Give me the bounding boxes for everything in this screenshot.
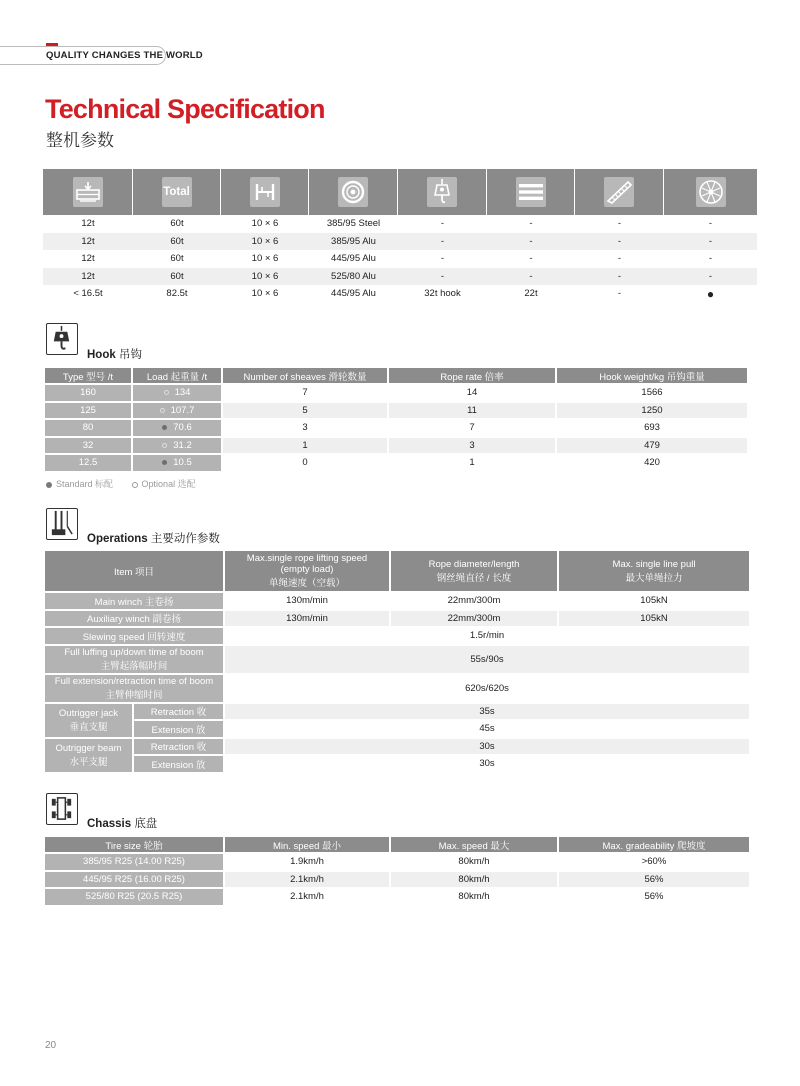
overview-cell: 12t: [43, 233, 133, 251]
overview-cell: 10 × 6: [221, 268, 309, 286]
tire-header: [309, 169, 398, 215]
hook-type: 12.5: [45, 455, 131, 471]
hook-weight: 420: [557, 455, 747, 471]
hook-rope-rate: 14: [389, 385, 555, 401]
ops-row-luffing: [45, 646, 749, 673]
tire-icon: [338, 177, 368, 207]
overview-table: [43, 169, 757, 303]
ops-speed: 130m/min: [225, 611, 389, 627]
ops-value: 35s: [225, 704, 749, 720]
overview-cell: 10 × 6: [221, 250, 309, 268]
overview-cell: 60t: [133, 250, 221, 268]
hook-type: 125: [45, 403, 131, 419]
operations-title-zh: 主要动作参数: [150, 533, 220, 545]
hook-load: [133, 403, 221, 419]
overview-cell: ●: [664, 285, 757, 303]
ops-outrigger-jack-label: [45, 704, 132, 737]
hook-load: [133, 385, 221, 401]
overview-cell: -: [664, 233, 757, 251]
ops-header-pull-line1: Max. single line pull: [612, 558, 696, 570]
hook-title-zh: 吊钩: [118, 349, 142, 361]
overview-cell: -: [487, 233, 575, 251]
chassis-row: [45, 872, 749, 888]
standard-legend-label: Standard 标配: [56, 479, 114, 489]
overview-cell: -: [664, 250, 757, 268]
ops-label-line1: Outrigger beam: [55, 742, 122, 754]
hook-load: [133, 455, 221, 471]
hook-type: 32: [45, 438, 131, 454]
overview-cell: 12t: [43, 268, 133, 286]
chassis-header-min-speed: Min. speed 最小: [225, 837, 389, 852]
ops-label-line1: Outrigger jack: [58, 707, 119, 719]
overview-cell: 60t: [133, 268, 221, 286]
ops-header-item: Item 项目: [45, 551, 223, 591]
axle-header: [221, 169, 309, 215]
hook-block-header: [398, 169, 487, 215]
optional-marker: [162, 443, 167, 448]
page-title: Technical Specification: [45, 94, 325, 124]
ops-label: Slewing speed 回转速度: [45, 628, 223, 644]
ops-row-extension: [45, 675, 749, 702]
overview-row: [43, 268, 757, 286]
ops-header-rope-line1: Rope diameter/length: [428, 558, 520, 570]
overview-cell: -: [575, 285, 664, 303]
overview-cell: -: [487, 215, 575, 233]
chassis-icon: [46, 793, 78, 825]
ops-header-speed: [225, 551, 389, 591]
hook-weight: 1250: [557, 403, 747, 419]
overview-row: [43, 250, 757, 268]
overview-cell: < 16.5t: [43, 285, 133, 303]
overview-cell: -: [487, 250, 575, 268]
overview-cell: -: [398, 233, 487, 251]
overview-cell: 22t: [487, 285, 575, 303]
hook-header-row: [45, 368, 747, 383]
hook-load-value: 107.7: [170, 404, 195, 416]
hook-legend: [46, 477, 196, 490]
hook-type: 80: [45, 420, 131, 436]
ops-header-speed-line3: 单绳速度（空载）: [268, 578, 345, 589]
chassis-min-speed: 1.9km/h: [225, 854, 389, 870]
counterweight-header: [43, 169, 133, 215]
chassis-title-zh: 底盘: [134, 818, 158, 830]
operations-header-row: [45, 551, 749, 591]
ops-value: 45s: [225, 721, 749, 737]
hook-weight: 479: [557, 438, 747, 454]
winch-drum-icon: [696, 177, 726, 207]
ops-label-line2: 水平支腿: [69, 756, 108, 768]
ops-header-rope: [391, 551, 557, 591]
hook-sheaves: 0: [223, 455, 387, 471]
hook-header-sheaves: Number of sheaves 滑轮数量: [223, 368, 387, 383]
ops-header-pull: [559, 551, 749, 591]
chassis-header-row: [45, 837, 749, 852]
overview-cell: -: [664, 215, 757, 233]
overview-cell: 12t: [43, 215, 133, 233]
ops-header-speed-line2: (empty load): [280, 564, 334, 575]
overview-cell: 10 × 6: [221, 233, 309, 251]
ops-value: 1.5r/min: [225, 628, 749, 644]
hook-load-value: 134: [174, 387, 191, 399]
ops-row-jack-extension: [45, 721, 749, 737]
ops-pull: 105kN: [559, 611, 749, 627]
chassis-tire: 445/95 R25 (16.00 R25): [45, 872, 223, 888]
standard-legend-icon: [46, 482, 52, 488]
ops-label-line2: 垂直支腿: [69, 721, 108, 733]
overview-cell: 525/80 Alu: [309, 268, 398, 286]
chassis-header-gradeability: Max. gradeability 爬坡度: [559, 837, 749, 852]
ops-value: 30s: [225, 739, 749, 755]
total-header: [133, 169, 221, 215]
page-number: 20: [45, 1040, 57, 1051]
chassis-gradeability: >60%: [559, 854, 749, 870]
ops-label-line1: Full extension/retraction time of boom: [54, 675, 214, 687]
overview-cell: -: [575, 215, 664, 233]
chassis-row: [45, 854, 749, 870]
ops-speed: 130m/min: [225, 593, 389, 609]
ops-row-beam-retraction: [45, 739, 749, 755]
ops-sublabel: Retraction 收: [134, 739, 223, 755]
optional-legend-label: Optional 选配: [141, 479, 196, 489]
ops-row-slewing: [45, 628, 749, 644]
ops-label: [45, 675, 223, 702]
ops-row-aux-winch: [45, 611, 749, 627]
hook-rope-rate: 1: [389, 455, 555, 471]
overview-cell: 10 × 6: [221, 285, 309, 303]
ops-row-beam-extension: [45, 756, 749, 772]
hook-load-value: 31.2: [173, 439, 192, 451]
hook-weight: 1566: [557, 385, 747, 401]
overview-cell: 10 × 6: [221, 215, 309, 233]
hook-row: [45, 420, 747, 436]
ops-sublabel: Retraction 收: [134, 704, 223, 720]
ops-value: 55s/90s: [225, 646, 749, 673]
hook-row: [45, 455, 747, 471]
ops-header-speed-line1: Max.single rope lifting speed: [246, 553, 368, 564]
hook-row: [45, 385, 747, 401]
chassis-table: [43, 835, 751, 907]
chassis-row: [45, 889, 749, 905]
ops-row-main-winch: [45, 593, 749, 609]
overview-cell: -: [398, 215, 487, 233]
axle-icon: [250, 177, 280, 207]
chassis-max-speed: 80km/h: [391, 872, 557, 888]
overview-cell: 385/95 Steel: [309, 215, 398, 233]
overview-cell: -: [575, 250, 664, 268]
ops-label-line2: 主臂起落幅时间: [100, 660, 168, 672]
ops-header-pull-line2: 最大单绳拉力: [625, 572, 683, 584]
counterweight-icon: [73, 177, 103, 207]
overview-cell: 12t: [43, 250, 133, 268]
ops-value: 30s: [225, 756, 749, 772]
operations-icon: [46, 508, 78, 540]
optional-marker: [164, 390, 169, 395]
operations-section-title: [87, 530, 220, 546]
overview-cell: -: [487, 268, 575, 286]
standard-marker: [162, 460, 167, 465]
ops-rope: 22mm/300m: [391, 593, 557, 609]
chassis-tire: 385/95 R25 (14.00 R25): [45, 854, 223, 870]
hook-section-title: [87, 346, 142, 362]
overview-cell: -: [575, 268, 664, 286]
hook-header-weight: Hook weight/kg 吊钩重量: [557, 368, 747, 383]
overview-cell: -: [664, 268, 757, 286]
ops-rope: 22mm/300m: [391, 611, 557, 627]
overview-cell: 60t: [133, 233, 221, 251]
hook-sheaves: 5: [223, 403, 387, 419]
ops-header-rope-line2: 钢丝绳直径 / 长度: [436, 572, 512, 584]
total-icon: Total: [162, 177, 192, 207]
overview-cell: 60t: [133, 215, 221, 233]
chassis-header-tire: Tire size 轮胎: [45, 837, 223, 852]
ops-pull: 105kN: [559, 593, 749, 609]
overview-cell: -: [398, 250, 487, 268]
operations-table: [43, 549, 751, 774]
hook-block-icon: [427, 177, 457, 207]
page-subtitle: 整机参数: [46, 131, 114, 150]
brand-slogan: QUALITY CHANGES THE WORLD: [46, 50, 203, 61]
overview-cell: 445/95 Alu: [309, 250, 398, 268]
hook-load-value: 10.5: [173, 457, 192, 469]
hook-sheaves: 3: [223, 420, 387, 436]
winch-drum-header: [664, 169, 757, 215]
hook-header-type: Type 型号 /t: [45, 368, 131, 383]
boom-sections-icon: [516, 177, 546, 207]
chassis-title-en: Chassis: [87, 818, 132, 830]
hook-table: [43, 366, 749, 473]
hook-rope-rate: 7: [389, 420, 555, 436]
operations-title-en: Operations: [87, 533, 148, 545]
hook-sheaves: 7: [223, 385, 387, 401]
chassis-gradeability: 56%: [559, 889, 749, 905]
boom-sections-header: [487, 169, 575, 215]
ops-label: Auxiliary winch 副卷扬: [45, 611, 223, 627]
overview-cell: 32t hook: [398, 285, 487, 303]
optional-legend-icon: [132, 482, 138, 488]
hook-title-en: Hook: [87, 349, 116, 361]
overview-header-row: [43, 169, 757, 215]
hook-row: [45, 438, 747, 454]
ops-label-line1: Full luffing up/down time of boom: [64, 646, 204, 658]
ops-outrigger-beam-label: [45, 739, 132, 772]
ops-value: 620s/620s: [225, 675, 749, 702]
chassis-max-speed: 80km/h: [391, 889, 557, 905]
jib-header: [575, 169, 664, 215]
ops-row-jack-retraction: [45, 704, 749, 720]
hook-type: 160: [45, 385, 131, 401]
overview-row: [43, 233, 757, 251]
jib-icon: [604, 177, 634, 207]
chassis-header-max-speed: Max. speed 最大: [391, 837, 557, 852]
ops-label: Main winch 主卷扬: [45, 593, 223, 609]
overview-cell: 385/95 Alu: [309, 233, 398, 251]
standard-marker: [162, 425, 167, 430]
optional-marker: [160, 408, 165, 413]
hook-load: [133, 438, 221, 454]
chassis-gradeability: 56%: [559, 872, 749, 888]
chassis-min-speed: 2.1km/h: [225, 889, 389, 905]
overview-cell: 445/95 Alu: [309, 285, 398, 303]
hook-row: [45, 403, 747, 419]
hook-rope-rate: 11: [389, 403, 555, 419]
hook-rope-rate: 3: [389, 438, 555, 454]
ops-sublabel: Extension 放: [134, 721, 223, 737]
chassis-min-speed: 2.1km/h: [225, 872, 389, 888]
chassis-max-speed: 80km/h: [391, 854, 557, 870]
overview-cell: -: [398, 268, 487, 286]
chassis-section-title: [87, 815, 157, 831]
overview-row: [43, 285, 757, 303]
hook-weight: 693: [557, 420, 747, 436]
ops-label-line2: 主臂伸缩时间: [105, 689, 163, 701]
chassis-tire: 525/80 R25 (20.5 R25): [45, 889, 223, 905]
overview-cell: -: [575, 233, 664, 251]
hook-load: [133, 420, 221, 436]
hook-sheaves: 1: [223, 438, 387, 454]
hook-icon: [46, 323, 78, 355]
ops-sublabel: Extension 放: [134, 756, 223, 772]
overview-cell: 82.5t: [133, 285, 221, 303]
ops-label: [45, 646, 223, 673]
hook-load-value: 70.6: [173, 422, 192, 434]
hook-header-load: Load 起重量 /t: [133, 368, 221, 383]
overview-row: [43, 215, 757, 233]
hook-header-rope-rate: Rope rate 倍率: [389, 368, 555, 383]
